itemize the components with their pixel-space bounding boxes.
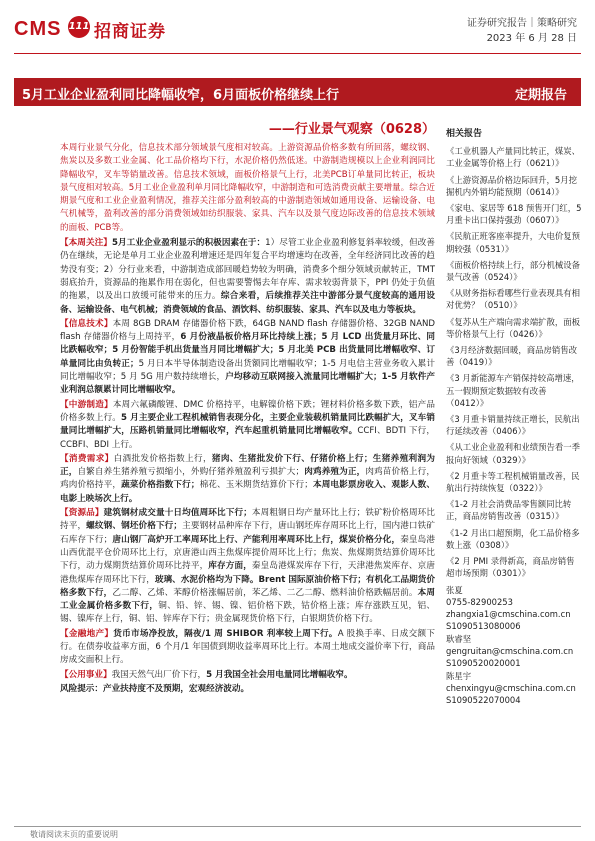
contact-line: zhangxia1@cmschina.com.cn	[446, 609, 571, 620]
section-text: 白酒批发价格指数上行，	[113, 453, 212, 464]
section-heading: 【中游制造】	[60, 399, 113, 410]
section-text: CCFI、BDTI 下行，CCBFI、BDI 上行。	[60, 426, 435, 450]
section-text: 螺纹钢、钢坯价格下行；	[86, 521, 182, 532]
related-report-link[interactable]: 《1-2 月社会消费品零售额同比转正，商品房销售改善（0315）》	[446, 499, 572, 522]
related-report-link[interactable]: 《3 月新能源车产销保持较高增速，五一假期预定数据较有改善（0412）》	[446, 373, 580, 408]
related-reports-heading: 相关报告	[446, 129, 483, 139]
section-text: 建筑钢材成交量十日均值周环比下行；	[103, 508, 252, 519]
contact-line: 陈星宇	[446, 670, 472, 681]
section-text: 风险提示：产业扶持度不及预期，宏观经济波动。	[60, 683, 250, 694]
section-text: 货币市场净投放，隔夜/1 周 SHIBOR 利率较上周下行。	[113, 628, 338, 639]
section-text: 5月工业企业盈利显示的积极因素在于：	[111, 238, 266, 249]
section-text: 自繁自养生猪养殖亏损缩小，外购仔猪养殖盈利亏损扩大；	[77, 467, 305, 478]
section-text: 本周六氟磷酸锂、DMC 价格持平，电解镍价格下跌；锂材料价格多数下跌，铝产品价格多数上行。	[60, 399, 435, 423]
contact-line: S1090522070004	[446, 695, 521, 706]
title-bar	[14, 78, 581, 106]
section-text: 本周电影票房收入、观影人数、电影上映场次上行。	[60, 480, 435, 504]
footer-divider	[14, 826, 581, 827]
main-content	[60, 142, 435, 697]
section-text: 铜、铅、锌、锡、镍、铝价格下跌，钴价格上涨；库存涨跌互见，铝、锡、镍库存上行，铜、铝、锌库存下行；贵金属现货价格下行，白银期货价格下行。	[60, 601, 435, 625]
section-text: 猪肉、生猪批发价下行、仔猪价格上行；生猪养殖利润为正，	[60, 453, 435, 478]
contact-line: 耿睿坚	[446, 633, 472, 644]
related-report-link[interactable]: 《家电、家居等 618 预售开门红，5 月重卡出口保持强劲（0607）》	[446, 203, 582, 226]
section-heading: 【公用事业】	[60, 669, 112, 680]
contact-line: 0755-82900253	[446, 596, 513, 607]
related-report-link[interactable]: 《3 月重卡销量持续正增长，民航出行延续改善（0406）》	[446, 414, 580, 437]
section-text: 棉花、玉米期货结算价下行；	[199, 480, 313, 491]
section-paragraph	[60, 453, 435, 506]
section-heading: 【消费需求】	[60, 453, 114, 464]
contact-line: gengruitan@cmschina.com.cn	[446, 645, 574, 656]
section-paragraph	[60, 399, 435, 452]
section-text: 主要钢材品种库存下行，唐山钢坯库存周环比上行，国内港口铁矿石库存下行；	[60, 521, 435, 545]
footer-note: 敬请阅读末页的重要说明	[30, 830, 118, 839]
sidebar	[446, 128, 582, 706]
report-date: 2023 年 6 月 28 日	[486, 33, 577, 44]
section-paragraph	[60, 683, 435, 696]
report-subtitle: ——行业景气观察（0628）	[268, 122, 435, 137]
related-report-link[interactable]: 《从工业企业盈利和业绩预告看一季报向好领域（0329）》	[446, 442, 580, 465]
section-text: A 股换手率、日成交额下行。在债券收益率方面，6 个月/1 年国债到期收益率周环比上行。本周土地成交溢价率下行，商品房成交面积上行。	[60, 628, 435, 666]
related-report-link[interactable]: 《复苏从生产端向需求端扩散，面板等价格景气上行（0426）》	[446, 316, 580, 339]
section-text: 5 月我国全社会用电量同比增幅收窄。	[206, 669, 353, 680]
section-text: 玻璃、水泥价格均为下降。Brent 国际原油价格下行；有机化工品期货价格多数下行，	[60, 574, 435, 598]
section-text: 本周 8GB DRAM 存储器价格下跌，64GB NAND flash 存储器价格、32GB NAND flash 存储器价格与上周持平，	[60, 318, 435, 343]
section-text: 秦皇岛港煤炭库存下行，天津港焦炭库存、京唐港焦煤库存周环比下行，	[60, 561, 435, 585]
section-text: 6 月份液晶板价格月环比持续上涨；5 月 LCD 出货量月环比、同比跌幅收窄；5 月份智能手机出货量当月同比增幅扩大；5 月北美 PCB 出货量同比增幅收窄、订单量同比由负转正；	[60, 332, 435, 369]
section-text: 1）尽管工业企业盈利修复斜率较缓，但改善仍在继续，无论是单月工业企业盈利增速还是四年复合平均增速均在改善，全年经济同比改善的趋势没有变；2）分行业来看，中游制造成部回暖趋势较为明确，消费多个细分领域贡献转正，TMT 弱底抬升，资源品的拖累作用在弱化，但也需要警惕去年存库、需求较弱背景下，PPI 仍处于负值的拖累，以及出口放缓可能带来的压力。	[60, 238, 436, 302]
section-text: 我国天然气出厂价下行，	[111, 669, 207, 680]
analyst-contacts	[446, 584, 582, 707]
section-text: 肉鸡养殖为正，	[304, 467, 366, 478]
section-text: 户均移动互联网接入流量同比增幅扩大；1-5 月软件产业利润总额累计同比增幅收窄。	[60, 372, 435, 396]
section-text: 5 月主要企业工程机械销售表现分化，主要企业装载机销量同比跌幅扩大，叉车销量同比增幅扩大，压路机销量同比增幅收窄，汽车起重机销量同比增幅收窄。	[60, 412, 435, 437]
section-heading: 【本周关注】	[60, 238, 112, 249]
report-tag: 定期报告	[514, 88, 567, 103]
related-report-link[interactable]: 《1-2 月出口超预期，化工品价格多数上涨（0308）》	[446, 527, 580, 550]
related-report-link[interactable]: 《上游资源品价格边际回升，5月挖掘机内外销均能预期（0614）》	[446, 174, 577, 197]
section-text: 5 月日本半导体制造设备出货额同比增幅收窄；1-5 月电信主营业务收入累计同比增幅收窄；5 月 5G 用户数持续增长，	[60, 358, 435, 383]
report-type: 证券研究报告｜策略研究	[467, 18, 577, 29]
section-text: 综合来看，后续推荐关注中游部分景气度较高的通用设备、运输设备、电气机械；消费领域的食品、酒饮料、纺织服装、家具、汽车以及电力等板块。	[60, 291, 435, 315]
related-report-link[interactable]: 《2 月 PMI 录得新高，商品房销售超市场预期（0301）》	[446, 556, 575, 579]
section-text: 库存方面，	[208, 561, 252, 572]
logo-cms-text: CMS	[14, 18, 62, 40]
section-text: 本周工业金属价格多数下行，	[60, 587, 435, 612]
section-text: 唐山钢厂高炉开工率周环比上行、产能利用率周环比上行，煤炭价格分化，	[112, 534, 401, 545]
related-report-link[interactable]: 《2 月重卡等工程机械销量改善，民航出行持续恢复（0322）》	[446, 470, 580, 494]
contact-line: chenxingyu@cmschina.com.cn	[446, 682, 576, 693]
page-header	[14, 12, 581, 52]
related-report-link[interactable]: 《从财务指标看哪些行业表现具有相对优势？（0510）》	[446, 288, 580, 311]
section-heading: 【信息技术】	[60, 318, 113, 329]
header-meta	[467, 16, 577, 46]
section-paragraph	[60, 507, 435, 627]
section-text: 本周粗钢日均产量环比上行；铁矿粉价格周环比持平，	[60, 508, 435, 532]
summary-text: 本周行业景气分化，信息技术部分领域景气度相对较高。上游资源品价格多数有所回落，螺纹钢、焦炭以及多数工业金属、化工品价格均下行，水泥价格仍然低迷。中游制造规模以上企业利润同比降幅收窄，叉车等销量改善。信息技术领域，面板价格景气上行，北美PCB订单量同比转正，板块景气度相对较高。5月工业企业盈利单月同比降幅收窄，中游制造和可选消费贡献主要增量。综合近期景气度和工业企业盈利情况，推荐关注部分盈利较高的中游制造领域如通用设备、运输设备、电气机械等，盈利改善的部分消费领域如纺织服装、家具、汽车以及景气度边际改善的信息技术领域的面板、PCB等。	[60, 143, 436, 233]
section-heading: 【金融地产】	[60, 628, 114, 639]
contact-line: S1090520020001	[446, 658, 521, 669]
section-paragraph	[60, 318, 435, 398]
related-report-link[interactable]: 《工业机器人产量同比转正，煤炭、工业金属等价格上行（0621）》	[446, 146, 580, 169]
header-divider	[14, 53, 581, 54]
section-text: 肉鸡苗价格上行，鸡肉价格持平，	[60, 467, 435, 491]
section-paragraph	[60, 669, 435, 682]
contact-line: 张夏	[446, 584, 463, 595]
section-text: 乙二醇、乙烯、苯醇价格涨幅居前，苯乙烯、二乙二醇、燃料油价格跌幅居前。	[112, 587, 418, 598]
related-report-link[interactable]: 《民航正班客座率提升，大电价复预期较强（0531）》	[446, 231, 580, 254]
contact-line: S1090513080006	[446, 621, 521, 632]
section-text: 蔬菜价格指数下行；	[121, 480, 200, 491]
section-heading: 【资源品】	[60, 508, 104, 519]
related-report-link[interactable]: 《3月经济数据回暖，商品房销售改善（0419）》	[446, 345, 577, 368]
logo-emblem-icon: 111	[68, 16, 90, 38]
related-report-link[interactable]: 《面板价格持续上行，部分机械设备景气改善（0524）》	[446, 259, 580, 283]
report-title: 5月工业企业盈利同比降幅收窄，6月面板价格继续上行	[22, 88, 340, 103]
logo-cn-text: 招商证券	[94, 22, 166, 42]
section-paragraph	[60, 237, 435, 317]
section-paragraph	[60, 628, 435, 668]
section-text: 秦皇岛港山西优混平仓价周环比上行，京唐港山西主焦煤库提价周环比上行；焦炭、焦煤期货结算价周环比下行，动力煤期货结算价周环比持平，	[60, 534, 435, 572]
